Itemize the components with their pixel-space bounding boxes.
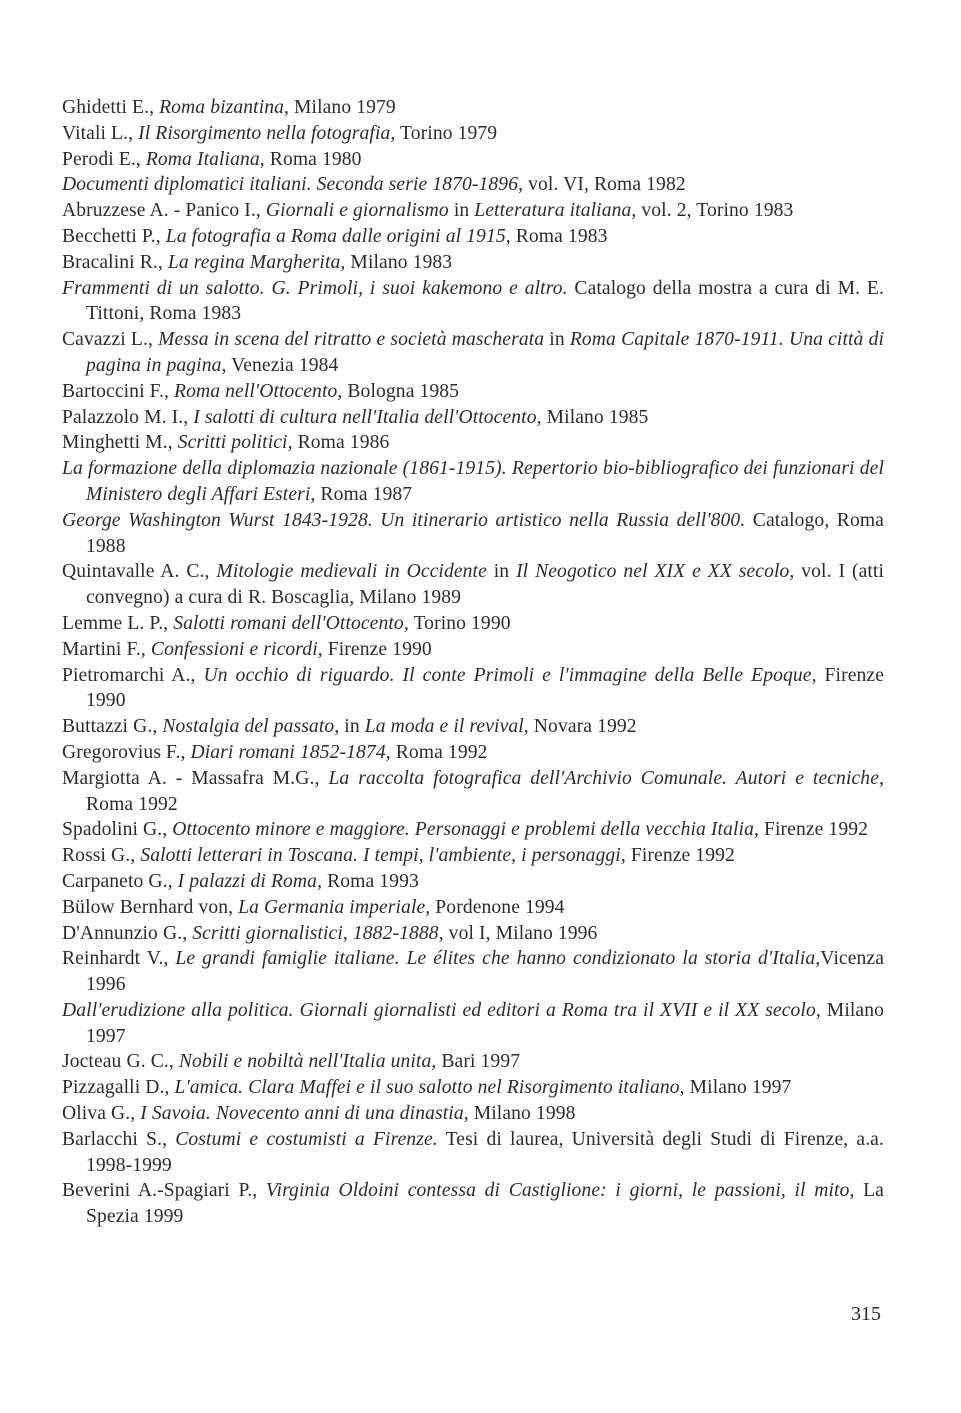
entry-text: Milano 1979 [289, 97, 396, 118]
entry-text: Catalogo della mostra a cura di M. E. Tittoni, Roma 1983 [86, 277, 884, 325]
entry-text: Milano 1998 [468, 1103, 576, 1125]
entry-title-text: La raccolta fotografica dell'Archivio Comunale. Autori e tecniche, [328, 767, 884, 789]
entry-text: Roma 1992 [390, 741, 488, 763]
bibliography-entry [62, 1049, 884, 1075]
entry-title-text: Letteratura italiana, [474, 200, 637, 222]
entry-title-text: Scritti giornalistici, 1882-1888, [192, 922, 444, 944]
entry-text: Catalogo, Roma 1988 [86, 509, 884, 557]
entry-title-text: Diari romani 1852-1874, [190, 741, 391, 763]
entry-text: in [544, 329, 570, 351]
bibliography-entry [62, 946, 884, 998]
bibliography-entry [62, 817, 884, 843]
entry-title-text: I palazzi di Roma, [177, 870, 323, 892]
bibliography-entry [62, 456, 884, 508]
entry-text: Pizzagalli D., [62, 1077, 175, 1099]
entry-text: Martini F., [62, 638, 151, 660]
entry-title-text: Un occhio di riguardo. Il conte Primoli e l'immagine della Belle Epoque, [203, 664, 817, 686]
bibliography-entry [62, 508, 884, 560]
entry-text: Quintavalle A. C., [62, 561, 217, 583]
bibliography-entry [62, 1178, 884, 1230]
entry-text: Bari 1997 [436, 1051, 521, 1073]
bibliography-entry [62, 843, 884, 869]
bibliography-entry [62, 998, 884, 1050]
entry-text: Gregorovius F., [62, 741, 191, 763]
entry-title-text: George Washington Wurst 1843-1928. Un itinerario artistico nella Russia dell'800. [62, 509, 746, 531]
entry-text: Roma 1983 [510, 225, 608, 247]
entry-text: Pordenone 1994 [430, 896, 565, 918]
entry-text: Bracalini R., [62, 251, 168, 273]
bibliography-entry [62, 379, 884, 405]
entry-text: Minghetti M., [62, 432, 178, 454]
entry-text: Perodi E., [62, 148, 146, 170]
bibliography-entry [62, 559, 884, 611]
entry-title-text: Le grandi famiglie italiane. Le élites che hanno condizionato la storia d'Italia, [175, 948, 821, 970]
entry-text: Vitali L., [62, 122, 139, 144]
entry-text: in [339, 716, 365, 738]
entry-text: Roma 1980 [264, 148, 362, 170]
entry-title-text: La regina Margherita, [167, 251, 346, 273]
entry-title-text: Il Risorgimento nella fotografia, [138, 122, 396, 144]
entry-title-text: Mitologie medievali in Occidente [216, 561, 487, 583]
bibliography-entry [62, 276, 884, 328]
entry-title-text: Roma Italiana, [145, 148, 265, 170]
entry-text: Firenze 1992 [758, 819, 869, 841]
entry-text: Torino 1990 [408, 612, 511, 634]
bibliography-entry [62, 740, 884, 766]
entry-text: Pietromarchi A., [62, 664, 204, 686]
entry-title-text: Roma bizantina, [159, 97, 290, 118]
entry-title-text: La moda e il revival, [364, 716, 529, 738]
bibliography-entry [62, 869, 884, 895]
entry-text: Torino 1979 [395, 122, 498, 144]
entry-text: Milano 1983 [345, 251, 453, 273]
entry-text: Buttazzi G., [62, 716, 163, 738]
entry-title-text: La formazione della diplomazia nazionale (1861-1915). Repertorio bio-bibliografico dei funzionari del Ministero degli Affari Esteri, [62, 458, 884, 505]
entry-title-text: I Savoia. Novecento anni di una dinastia, [140, 1103, 469, 1125]
entry-text: Beverini A.-Spagiari P., [62, 1180, 266, 1202]
entry-title-text: Costumi e costumisti a Firenze. [175, 1128, 438, 1150]
entry-title-text: Nostalgia del passato, [162, 716, 340, 738]
entry-text: vol I, Milano 1996 [443, 922, 598, 944]
entry-title-text: L'amica. Clara Maffei e il suo salotto nel Risorgimento italiano, [174, 1077, 685, 1099]
bibliography-entry [62, 921, 884, 947]
entry-title-text: Nobili e nobiltà nell'Italia unita, [178, 1051, 437, 1073]
bibliography-entry [62, 1101, 884, 1127]
entry-title-text: Scritti politici, [177, 432, 293, 454]
entry-text: vol. I (atti convegno) a cura di R. Boscaglia, Milano 1989 [86, 561, 884, 609]
entry-text: Venezia 1984 [226, 354, 339, 376]
entry-text: Roma 1993 [322, 870, 419, 892]
bibliography-entry [62, 95, 884, 121]
entry-title-text: Il Neogotico nel XIX e XX secolo, [516, 561, 795, 583]
bibliography-entry [62, 250, 884, 276]
entry-text: Ghidetti E., [62, 97, 160, 118]
entry-title-text: Frammenti di un salotto. G. Primoli, i suoi kakemono e altro. [62, 277, 568, 299]
entry-title-text: Salotti romani dell'Ottocento, [173, 612, 409, 634]
entry-title-text: Giornali e giornalismo [265, 200, 449, 222]
entry-text: Jocteau G. C., [62, 1051, 179, 1073]
entry-text: Oliva G., [62, 1103, 141, 1125]
entry-text: Bartoccini F., [62, 380, 175, 402]
bibliography-entry [62, 405, 884, 431]
entry-text: Lemme L. P., [62, 612, 174, 634]
entry-text: Carpaneto G., [62, 870, 178, 892]
entry-text: Firenze 1992 [625, 845, 735, 867]
bibliography-entry [62, 121, 884, 147]
entry-text: Palazzolo M. I., [62, 406, 194, 428]
entry-text: vol. 2, Torino 1983 [636, 200, 794, 222]
entry-title-text: La Germania imperiale, [238, 896, 431, 918]
entry-text: Margiotta A. - Massafra M.G., [62, 767, 329, 789]
entry-text: Bülow Bernhard von, [62, 896, 239, 918]
page-number: 315 [851, 1303, 881, 1325]
bibliography-entry [62, 1127, 884, 1179]
entry-text: vol. VI, Roma 1982 [523, 174, 686, 196]
entry-title-text: Confessioni e ricordi, [150, 638, 323, 660]
entry-title-text: Salotti letterari in Toscana. I tempi, l'ambiente, i personaggi, [140, 845, 626, 867]
entry-text: Becchetti P., [62, 225, 166, 247]
entry-title-text: Roma Capitale 1870-1911. Una città di pagina in pagina, [86, 329, 885, 376]
entry-text: Bologna 1985 [342, 380, 460, 402]
entry-text: Firenze 1990 [86, 664, 884, 712]
bibliography-entry [62, 611, 884, 637]
entry-text: Novara 1992 [528, 716, 637, 738]
entry-title-text: Documenti diplomatici italiani. Seconda serie 1870-1896, [62, 174, 524, 196]
bibliography-list [62, 95, 884, 1230]
entry-title-text: La fotografia a Roma dalle origini al 1915, [165, 225, 511, 247]
entry-text: in [448, 200, 475, 222]
entry-text: Milano 1997 [684, 1077, 792, 1099]
entry-title-text: Messa in scena del ritratto e società mascherata [158, 329, 545, 351]
entry-text: Milano 1997 [86, 999, 884, 1047]
entry-text: Vicenza 1996 [86, 948, 884, 996]
entry-text: Barlacchi S., [62, 1128, 176, 1150]
bibliography-entry [62, 1075, 884, 1101]
bibliography-entry [62, 766, 884, 818]
entry-text: Rossi G., [62, 845, 141, 867]
entry-title-text: Virginia Oldoini contessa di Castiglione: i giorni, le passioni, il mito, [265, 1180, 855, 1202]
entry-title-text: Ottocento minore e maggiore. Personaggi e problemi della vecchia Italia, [172, 819, 759, 841]
entry-text: Firenze 1990 [322, 638, 432, 660]
entry-text: Abruzzese A. - Panico I., [62, 200, 266, 222]
entry-text: Roma 1986 [292, 432, 390, 454]
bibliography-entry [62, 663, 884, 715]
entry-text: Roma 1987 [315, 483, 413, 505]
entry-text: Spadolini G., [62, 819, 173, 841]
bibliography-entry [62, 327, 884, 379]
bibliography-entry [62, 430, 884, 456]
entry-text: Tesi di laurea, Università degli Studi di Firenze, a.a. 1998-1999 [86, 1128, 884, 1176]
entry-title-text: I salotti di cultura nell'Italia dell'Ottocento, [193, 406, 542, 428]
entry-text: D'Annunzio G., [62, 922, 193, 944]
entry-text: in [486, 561, 517, 583]
entry-title-text: Roma nell'Ottocento, [174, 380, 343, 402]
bibliography-entry [62, 637, 884, 663]
entry-text: Milano 1985 [541, 406, 649, 428]
bibliography-entry [62, 224, 884, 250]
entry-title-text: Dall'erudizione alla politica. Giornali giornalisti ed editori a Roma tra il XVII e il XX secolo, [62, 999, 821, 1021]
bibliography-entry [62, 172, 884, 198]
bibliography-entry [62, 198, 884, 224]
entry-text: Reinhardt V., [62, 948, 176, 970]
entry-text: La Spezia 1999 [86, 1180, 884, 1228]
bibliography-entry [62, 895, 884, 921]
entry-text: Roma 1992 [86, 793, 178, 815]
bibliography-entry [62, 147, 884, 173]
bibliography-entry [62, 714, 884, 740]
entry-text: Cavazzi L., [62, 329, 159, 351]
